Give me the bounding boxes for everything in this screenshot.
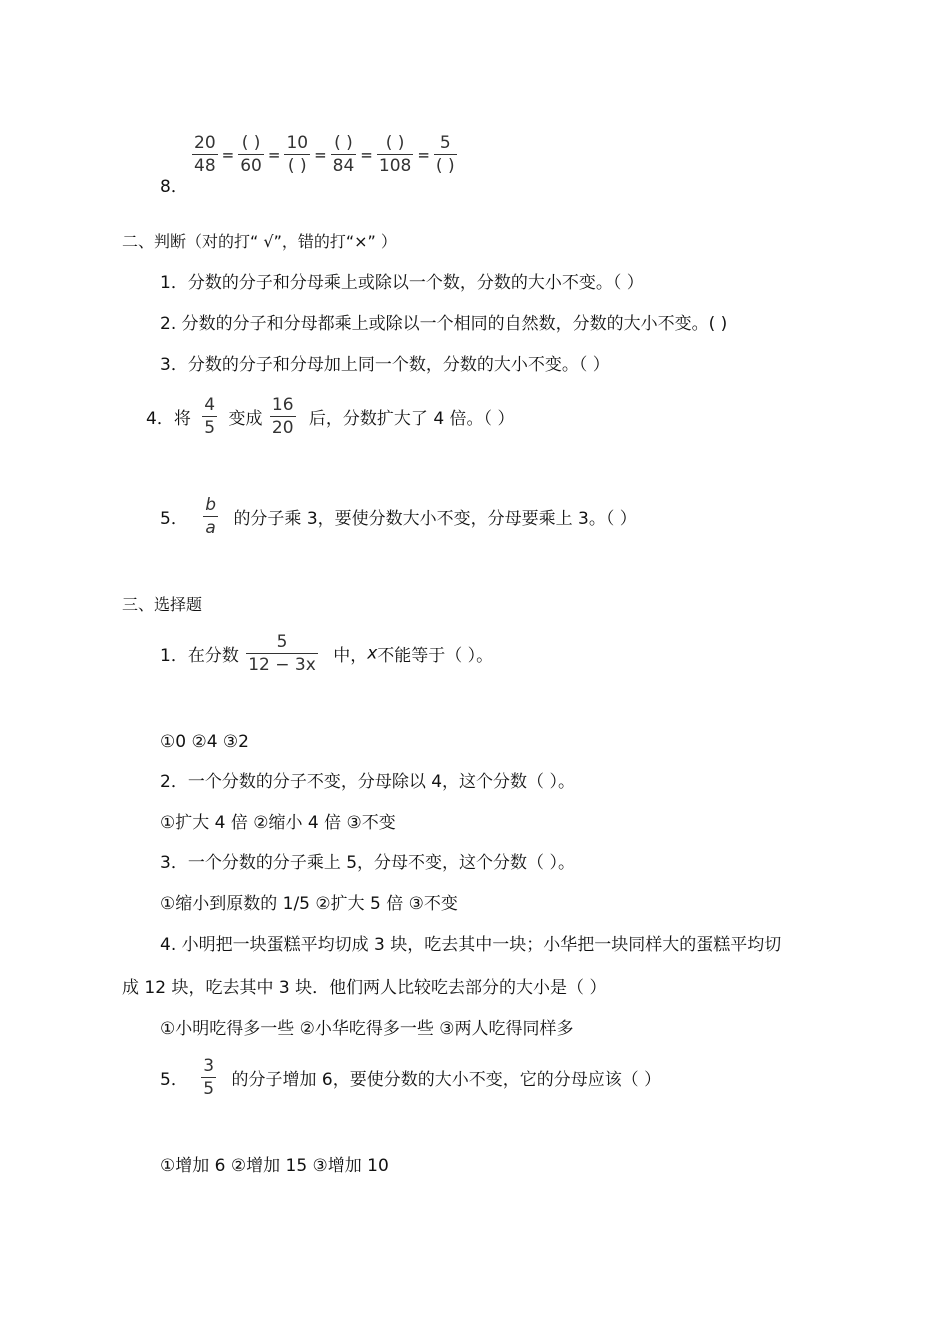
fraction: $\frac{16}{20}$ bbox=[271, 395, 294, 438]
choice-q3: 3．一个分数的分子乘上 5，分母不变，这个分数（ ）。 bbox=[160, 853, 575, 873]
choice-q4-line2: 成 12 块，吃去其中 3 块．他们两人比较吃去部分的大小是（ ） bbox=[122, 978, 607, 998]
choice-q2-options: ①扩大 4 倍 ②缩小 4 倍 ③不变 bbox=[160, 813, 396, 833]
fraction: $\frac{3}{5}$ bbox=[203, 1056, 215, 1099]
section-3-title: 三、选择题 bbox=[122, 595, 203, 614]
choice-q3-options: ①缩小到原数的 1/5 ②扩大 5 倍 ③不变 bbox=[160, 894, 458, 914]
fraction: $\frac{20}{48}$ bbox=[194, 133, 216, 176]
choice-q4-options: ①小明吃得多一些 ②小华吃得多一些 ③两人吃得同样多 bbox=[160, 1019, 574, 1039]
q8-number: 8． bbox=[160, 177, 188, 197]
choice-q1: 1．在分数 $\frac{5}{12 - 3x}$ 中，x不能等于（ ）。 bbox=[160, 632, 494, 675]
judge-item-1: 1．分数的分子和分母乘上或除以一个数，分数的大小不变。（ ） bbox=[160, 273, 644, 293]
choice-q4-line1: 4. 小明把一块蛋糕平均切成 3 块，吃去其中一块；小华把一块同样大的蛋糕平均切 bbox=[160, 935, 782, 955]
choice-q5-options: ①增加 6 ②增加 15 ③增加 10 bbox=[160, 1156, 389, 1176]
judge-item-2: 2. 分数的分子和分母都乘上或除以一个相同的自然数，分数的大小不变。( ) bbox=[160, 314, 728, 334]
fraction: $\frac{4}{5}$ bbox=[204, 395, 216, 438]
choice-q1-options: ①0 ②4 ③2 bbox=[160, 732, 249, 752]
section-2-title: 二、判断（对的打“ √”，错的打“×” ） bbox=[122, 232, 397, 251]
fraction: $\frac{5}{( )}$ bbox=[435, 133, 455, 176]
choice-q2: 2．一个分数的分子不变，分母除以 4，这个分数（ ）。 bbox=[160, 772, 575, 792]
judge-item-3: 3．分数的分子和分母加上同一个数，分数的大小不变。（ ） bbox=[160, 355, 610, 375]
fraction: $\frac{10}{( )}$ bbox=[286, 133, 309, 176]
fraction: $\frac{( )}{84}$ bbox=[332, 133, 355, 176]
fraction: $\frac{( )}{60}$ bbox=[240, 133, 262, 176]
judge-item-4: 4．将 $\frac{4}{5}$ 变成 $\frac{16}{20}$ 后，分数扩大了 4 倍。（ ） bbox=[146, 395, 515, 438]
q8-fraction-chain: $\frac{20}{48}$ = $\frac{( )}{60}$ = $\frac{10}{( )}$ = $\frac{( )}{84}$ = $\frac{( )}{108}$ = $\frac{5}{( )}$ bbox=[194, 133, 455, 176]
choice-q5: 5． $\frac{3}{5}$ 的分子增加 6，要使分数的大小不变，它的分母应该（ ） bbox=[160, 1056, 662, 1099]
fraction: $\frac{5}{12 - 3x}$ bbox=[248, 632, 316, 675]
judge-item-5: 5． $\frac{b}{a}$ 的分子乘 3，要使分数大小不变，分母要乘上 3。（ ） bbox=[160, 495, 637, 538]
fraction: $\frac{b}{a}$ bbox=[205, 495, 217, 538]
fraction: $\frac{( )}{108}$ bbox=[378, 133, 412, 176]
